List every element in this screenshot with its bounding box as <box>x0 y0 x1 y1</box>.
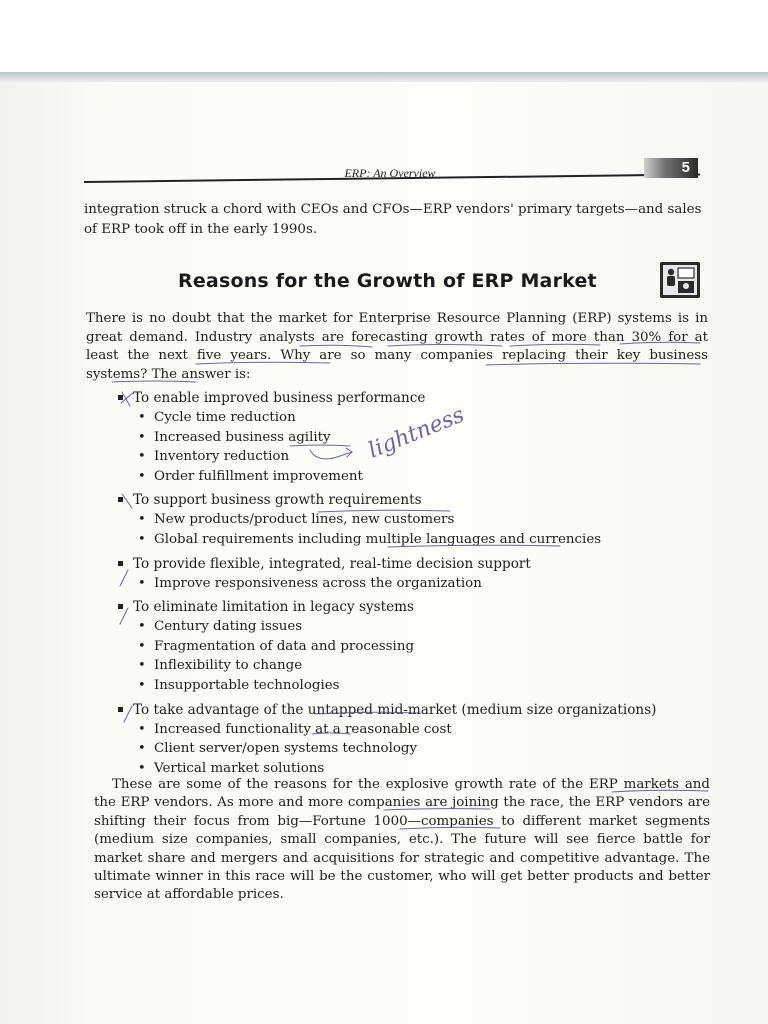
square-bullet-icon <box>118 395 123 400</box>
reason-item <box>118 554 718 594</box>
sub-item: • Global requirements including multiple languages and currencies <box>138 530 718 550</box>
sub-item: • Cycle time reduction <box>138 408 718 428</box>
sub-item: • Improve responsiveness across the organization <box>138 574 718 594</box>
dot-bullet-icon: • <box>138 638 146 654</box>
sub-item: • Order fulfillment improvement <box>138 467 718 487</box>
sub-item: • Fragmentation of data and processing <box>138 637 718 657</box>
scan-background <box>0 0 768 74</box>
dot-bullet-icon: • <box>138 512 146 528</box>
handwritten-note: lightness <box>364 402 468 464</box>
reason-item <box>118 388 718 486</box>
lead-paragraph: There is no doubt that the market for Enterprise Resource Planning (ERP) systems is in great demand. Industry analysts are forecasting growth rates of more than 30% for at least the next five years. Why are so many companies replacing their key business systems? The answer is: <box>86 311 708 382</box>
sub-item: • Century dating issues <box>138 617 718 637</box>
sub-item: • Increased functionality at a reasonable cost <box>138 720 718 740</box>
sub-item: • Increased business agility <box>138 428 718 448</box>
dot-bullet-icon: • <box>138 449 146 465</box>
section-heading: Reasons for the Growth of ERP Market <box>178 270 597 292</box>
reason-title: To take advantage of the untapped mid-market (medium size organizations) <box>133 701 657 718</box>
square-bullet-icon <box>118 707 123 712</box>
dot-bullet-icon: • <box>138 468 146 484</box>
reason-item <box>118 490 718 549</box>
dot-bullet-icon: • <box>138 575 146 591</box>
dot-bullet-icon: • <box>138 658 146 674</box>
reason-title: To support business growth requirements <box>133 492 422 509</box>
dot-bullet-icon: • <box>138 760 146 776</box>
sub-list <box>118 510 718 549</box>
sub-item: • Client server/open systems technology <box>138 739 718 759</box>
sub-list <box>118 574 718 594</box>
square-bullet-icon <box>118 561 123 566</box>
reason-title: To enable improved business performance <box>133 390 426 406</box>
running-head: ERP: An Overview <box>344 166 436 180</box>
intro-paragraph: integration struck a chord with CEOs and CFOs—ERP vendors' primary targets—and sales of ERP took off in the early 1990s. <box>84 202 702 237</box>
reason-title: To eliminate limitation in legacy systems <box>133 599 414 616</box>
reason-item <box>118 597 718 695</box>
dot-bullet-icon: • <box>138 531 146 547</box>
sub-item: • Inventory reduction <box>138 447 718 467</box>
dot-bullet-icon: • <box>138 410 146 425</box>
page-number: 5 <box>681 159 690 176</box>
dot-bullet-icon: • <box>138 619 146 635</box>
square-bullet-icon <box>118 497 123 502</box>
dot-bullet-icon: • <box>138 677 146 693</box>
dot-bullet-icon: • <box>138 429 146 445</box>
reason-title: To provide flexible, integrated, real-time decision support <box>133 555 531 572</box>
sub-list <box>118 720 718 779</box>
sub-item: • Inflexibility to change <box>138 656 718 676</box>
reasons-list <box>118 388 718 782</box>
square-bullet-icon <box>118 604 123 609</box>
sub-item: • Insupportable technologies <box>138 676 718 696</box>
dot-bullet-icon: • <box>138 721 146 737</box>
dot-bullet-icon: • <box>138 741 146 757</box>
sub-list <box>118 617 718 695</box>
sub-list <box>118 408 718 486</box>
closing-paragraph: These are some of the reasons for the explosive growth rate of the ERP markets and the ERP vendors. As more and more companies are joining the race, the ERP vendors are shifting their focus from big—Fortune 1000—companies to different market segments (medium size companies, small companies, etc.). The future will see fierce battle for market share and mergers and acquisitions for strategic and competitive advantage. The ultimate winner in this race will be the customer, who will get better products and better service at affordable prices. <box>94 777 710 903</box>
page-number-tab <box>644 158 698 178</box>
presentation-icon <box>660 262 700 298</box>
reason-item <box>118 700 718 779</box>
sub-item: • Vertical market solutions <box>138 759 718 779</box>
sub-item: • New products/product lines, new customers <box>138 510 718 530</box>
